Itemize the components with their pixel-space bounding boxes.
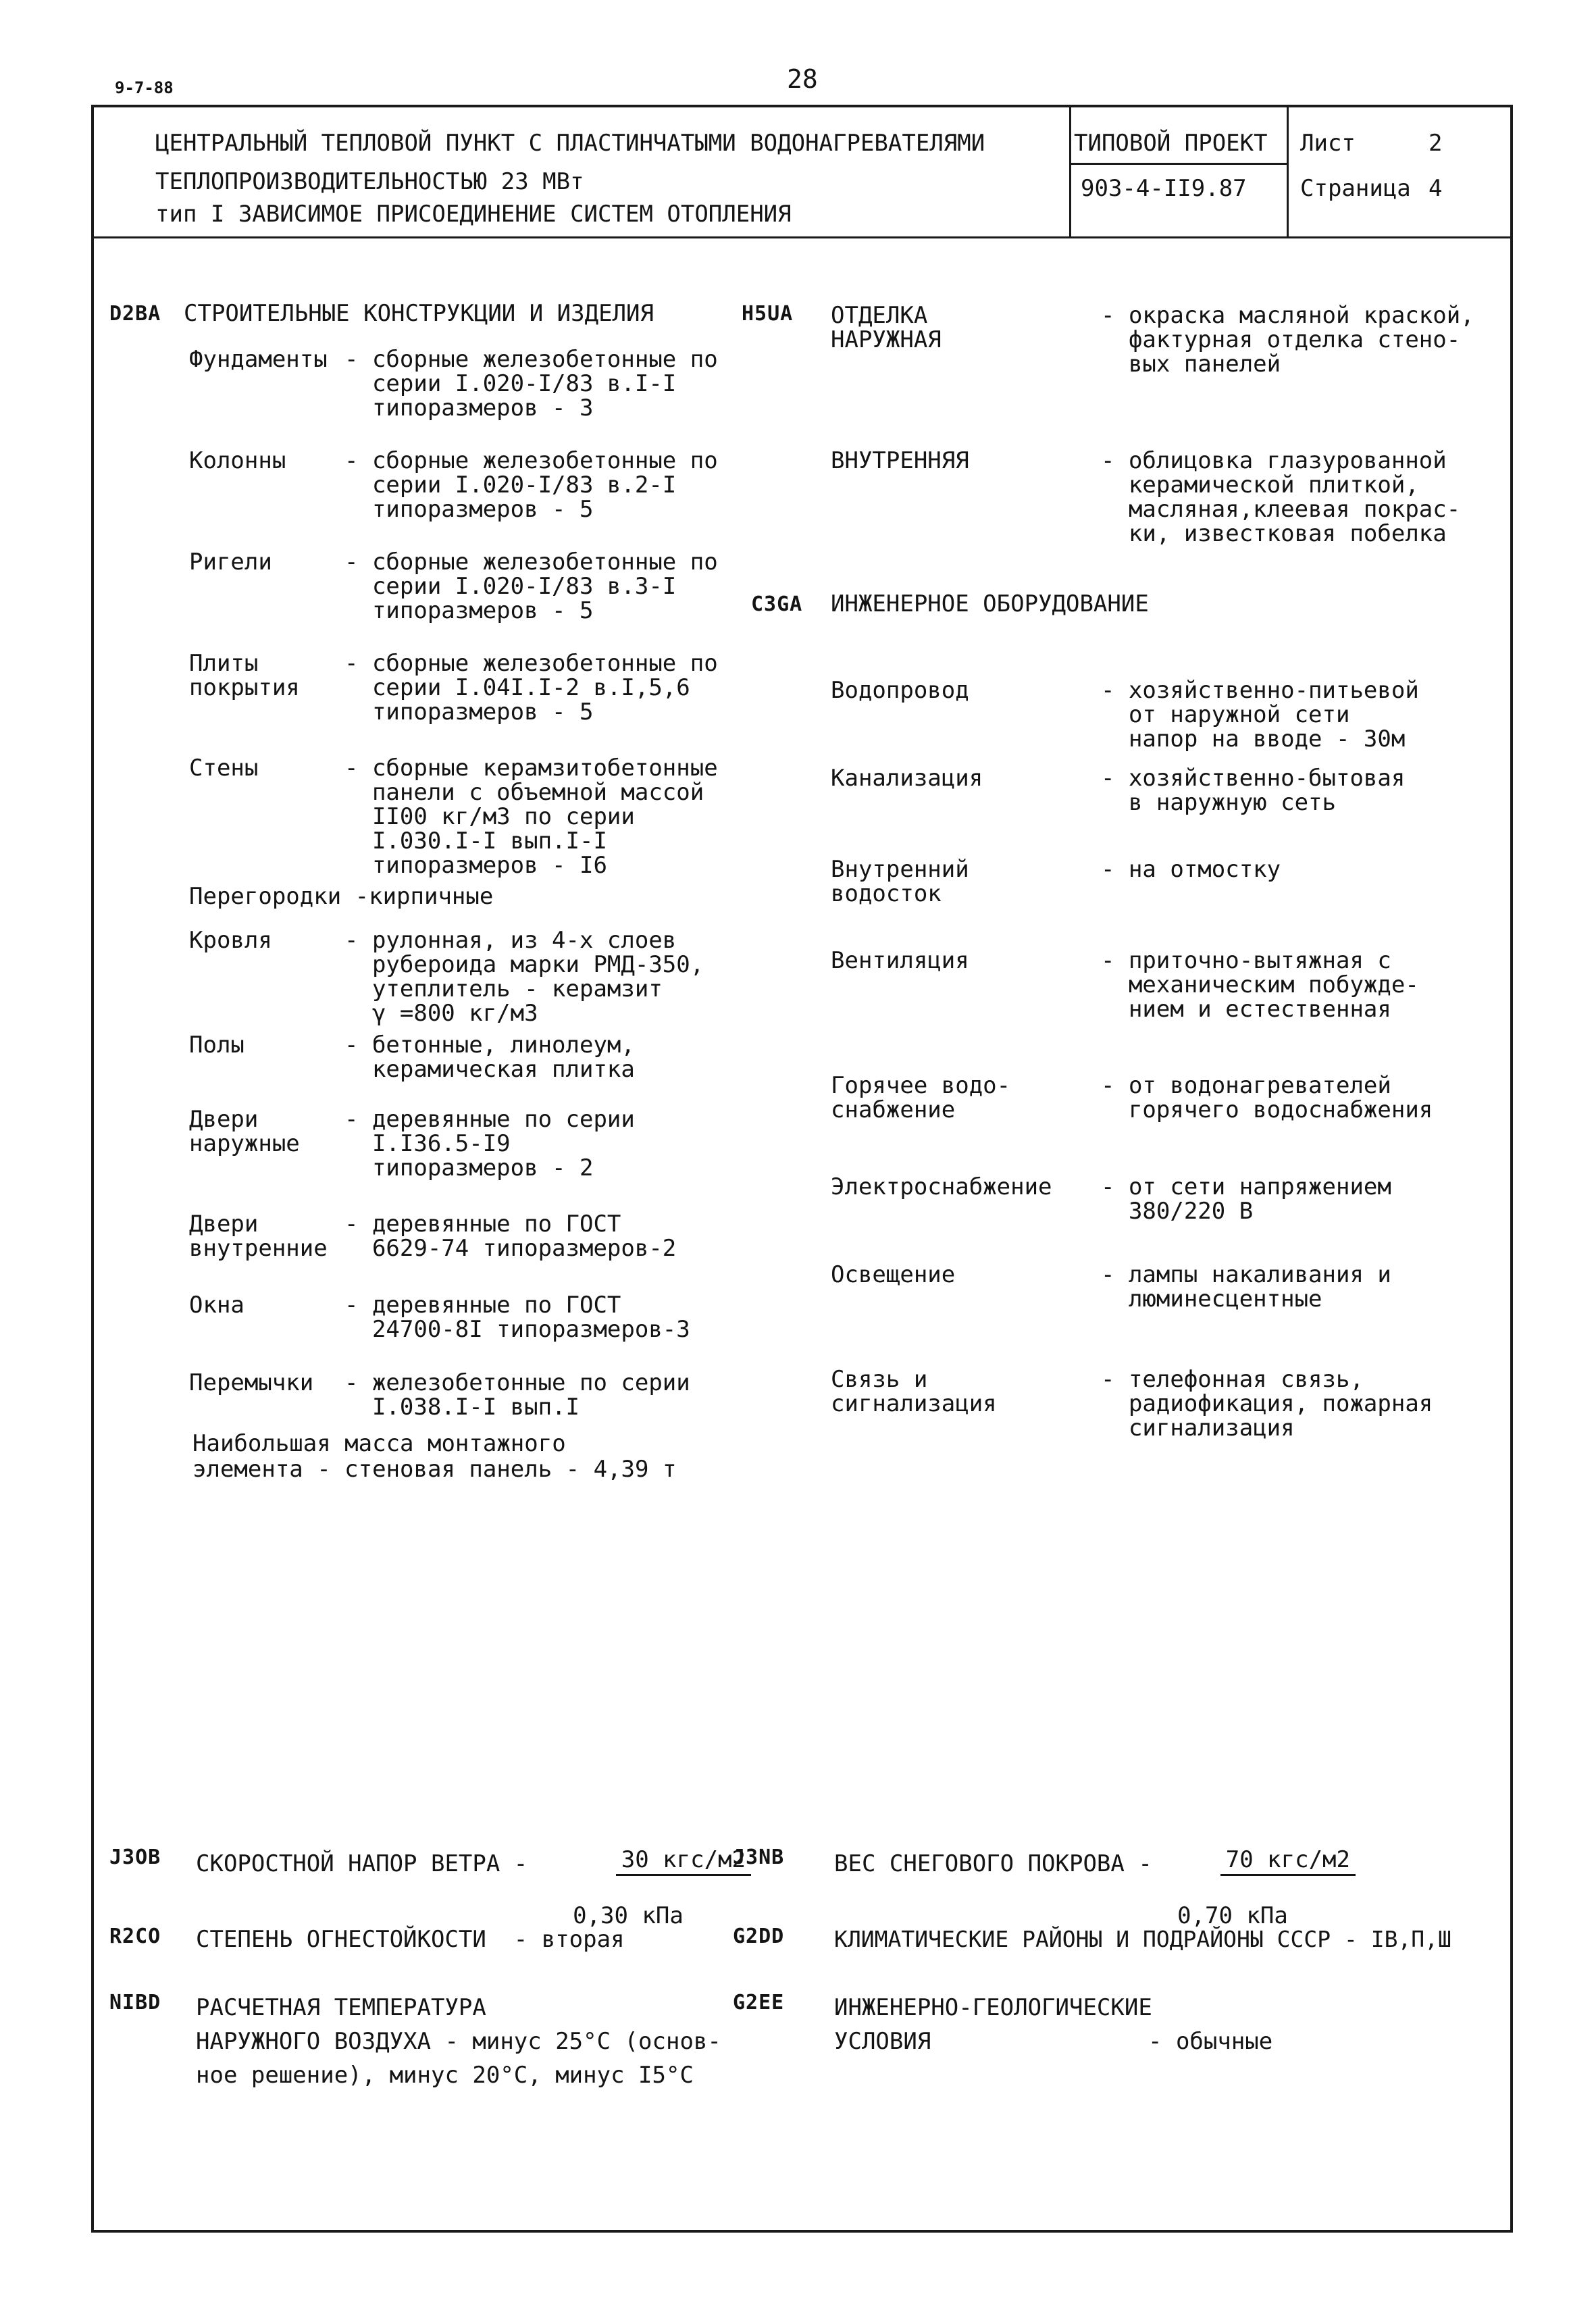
project-label: ТИПОВОЙ ПРОЕКТ <box>1074 130 1268 157</box>
finishing-text: вых панелей <box>1101 351 1281 378</box>
fire-code: R2CO <box>109 1925 161 1948</box>
construction-text: панели с объемной массой <box>344 779 704 806</box>
snow-numerator: 70 кгс/м2 <box>1220 1848 1356 1876</box>
construction-text: - деревянные по серии <box>344 1106 635 1133</box>
finishing-text: - окраска масляной краской, <box>1101 302 1474 329</box>
construction-text: - сборные железобетонные по <box>344 650 718 677</box>
construction-label: Перемычки <box>189 1369 314 1396</box>
engineering-label: Внутренний <box>831 856 969 883</box>
engineering-text: - приточно-вытяжная с <box>1101 947 1391 974</box>
page-value: 4 <box>1428 175 1443 202</box>
snow-code: J3NB <box>733 1846 785 1869</box>
geology-line-2: УСЛОВИЯ <box>834 2028 931 2055</box>
engineering-text: - хозяйственно-бытовая <box>1101 765 1406 792</box>
construction-label: Фундаменты <box>189 346 328 373</box>
engineering-text: - на отмостку <box>1101 856 1281 883</box>
construction-text: серии I.04I.I-2 в.I,5,6 <box>344 674 690 701</box>
title-block-project-line <box>1069 163 1289 165</box>
engineering-text: - лампы накаливания и <box>1101 1261 1391 1288</box>
engineering-text: - хозяйственно-питьевой <box>1101 677 1419 704</box>
construction-text: 6629-74 типоразмеров-2 <box>344 1235 677 1262</box>
construction-text: 24700-8I типоразмеров-3 <box>344 1316 690 1343</box>
construction-text: I.038.I-I вып.I <box>344 1394 580 1421</box>
construction-label: Окна <box>189 1292 244 1319</box>
construction-heading: СТРОИТЕЛЬНЫЕ КОНСТРУКЦИИ И ИЗДЕЛИЯ <box>184 300 654 327</box>
page-label: Страница <box>1300 175 1411 202</box>
construction-label: Плиты <box>189 650 259 677</box>
max-mass-line-1: Наибольшая масса монтажного <box>192 1430 566 1457</box>
construction-label: Полы <box>189 1032 244 1059</box>
engineering-text: - от водонагревателей <box>1101 1072 1391 1099</box>
engineering-label: Освещение <box>831 1261 956 1288</box>
engineering-text: в наружную сеть <box>1101 789 1336 816</box>
title-block-divider-2 <box>1287 105 1289 238</box>
title-line-2: ТЕПЛОПРОИЗВОДИТЕЛЬНОСТЬЮ 23 МВт <box>155 168 584 195</box>
wind-label: СКОРОСТНОЙ НАПОР ВЕТРА - <box>196 1850 528 1877</box>
sheet-label: Лист <box>1300 130 1356 157</box>
regions-code: G2DD <box>733 1925 785 1948</box>
temperature-line-3: ное решение), минус 20°С, минус I5°С <box>196 2062 694 2089</box>
engineering-text: от наружной сети <box>1101 701 1350 728</box>
title-line-1: ЦЕНТРАЛЬНЫЙ ТЕПЛОВОЙ ПУНКТ С ПЛАСТИНЧАТЫМИ ВОДОНАГРЕВАТЕЛЯМИ <box>155 130 985 157</box>
engineering-label: Электроснабжение <box>831 1173 1052 1200</box>
sheet-value: 2 <box>1428 130 1443 157</box>
construction-text: γ =800 кг/м3 <box>344 1000 538 1027</box>
construction-text: серии I.020-I/83 в.I-I <box>344 370 677 397</box>
climate-regions: КЛИМАТИЧЕСКИЕ РАЙОНЫ И ПОДРАЙОНЫ СССР - IВ,П,Ш <box>834 1926 1451 1952</box>
finishing-code: H5UA <box>742 302 794 326</box>
engineering-code: C3GA <box>751 592 803 616</box>
engineering-label: Канализация <box>831 765 983 792</box>
construction-text: - сборные железобетонные по <box>344 447 718 474</box>
construction-text: - сборные керамзитобетонные <box>344 755 718 782</box>
engineering-text: люминесцентные <box>1101 1286 1322 1313</box>
construction-text: II00 кг/м3 по серии <box>344 803 635 830</box>
construction-label: внутренние <box>189 1235 328 1262</box>
wind-denominator: 0,30 кПа <box>573 1902 684 1929</box>
construction-text: серии I.020-I/83 в.2-I <box>344 472 677 499</box>
wind-numerator: 30 кгс/м2 <box>616 1848 751 1876</box>
construction-text: - рулонная, из 4-х слоев <box>344 927 677 954</box>
construction-code: D2BA <box>109 302 161 326</box>
finishing-label: НАРУЖНАЯ <box>831 326 942 353</box>
construction-label: Перегородки -кирпичные <box>189 883 494 910</box>
finishing-text: масляная,клеевая покрас- <box>1101 496 1461 523</box>
construction-text: I.I36.5-I9 <box>344 1130 511 1157</box>
construction-text: - сборные железобетонные по <box>344 346 718 373</box>
construction-text: типоразмеров - 2 <box>344 1154 594 1181</box>
construction-text: - деревянные по ГОСТ <box>344 1211 621 1238</box>
construction-text: типоразмеров - 5 <box>344 597 594 624</box>
construction-text: типоразмеров - 5 <box>344 496 594 523</box>
finishing-label: ОТДЕЛКА <box>831 302 928 329</box>
engineering-text: горячего водоснабжения <box>1101 1096 1433 1123</box>
geology-line-1: ИНЖЕНЕРНО-ГЕОЛОГИЧЕСКИЕ <box>834 1994 1152 2021</box>
construction-label: покрытия <box>189 674 300 701</box>
engineering-label: Горячее водо- <box>831 1072 1011 1099</box>
engineering-text: напор на вводе - 30м <box>1101 726 1406 753</box>
construction-text: I.030.I-I вып.I-I <box>344 828 607 855</box>
engineering-text: радиофикация, пожарная <box>1101 1390 1433 1417</box>
engineering-text: механическим побужде- <box>1101 971 1419 998</box>
engineering-label: сигнализация <box>831 1390 997 1417</box>
construction-label: Ригели <box>189 549 272 576</box>
construction-label: Двери <box>189 1106 259 1133</box>
construction-text: - бетонные, линолеум, <box>344 1032 635 1059</box>
snow-label: ВЕС СНЕГОВОГО ПОКРОВА - <box>834 1850 1152 1877</box>
finishing-text: керамической плиткой, <box>1101 472 1419 499</box>
title-block-divider-1 <box>1069 105 1071 238</box>
construction-label: Колонны <box>189 447 286 474</box>
finishing-text: фактурная отделка стено- <box>1101 326 1461 353</box>
construction-text: серии I.020-I/83 в.3-I <box>344 573 677 600</box>
temperature-line-2: НАРУЖНОГО ВОЗДУХА - минус 25°С (основ- <box>196 2028 721 2055</box>
construction-text: рубероида марки РМД-350, <box>344 951 704 978</box>
temperature-line-1: РАСЧЕТНАЯ ТЕМПЕРАТУРА <box>196 1994 486 2021</box>
construction-label: Кровля <box>189 927 272 954</box>
fire-resistance: СТЕПЕНЬ ОГНЕСТОЙКОСТИ - вторая <box>196 1926 625 1953</box>
engineering-text: нием и естественная <box>1101 996 1391 1023</box>
engineering-label: Вентиляция <box>831 947 969 974</box>
max-mass-line-2: элемента - стеновая панель - 4,39 т <box>192 1456 677 1483</box>
geology-code: G2EE <box>733 1991 785 2014</box>
construction-text: - железобетонные по серии <box>344 1369 690 1396</box>
construction-text: керамическая плитка <box>344 1056 635 1083</box>
page-number: 28 <box>787 64 818 94</box>
geology-value: - обычные <box>1148 2028 1273 2055</box>
engineering-text: - от сети напряжением <box>1101 1173 1391 1200</box>
engineering-text: - телефонная связь, <box>1101 1366 1364 1393</box>
construction-label: Двери <box>189 1211 259 1238</box>
document-code: 9-7-88 <box>115 78 174 97</box>
construction-text: типоразмеров - 3 <box>344 395 594 422</box>
finishing-text: ки, известковая побелка <box>1101 520 1447 547</box>
engineering-heading: ИНЖЕНЕРНОЕ ОБОРУДОВАНИЕ <box>831 590 1149 617</box>
finishing-text: - облицовка глазурованной <box>1101 447 1447 474</box>
engineering-text: сигнализация <box>1101 1415 1295 1442</box>
temperature-code: NIBD <box>109 1991 161 2014</box>
project-number: 903-4-II9.87 <box>1081 175 1247 202</box>
title-block-bottom-line <box>91 236 1513 238</box>
construction-text: - деревянные по ГОСТ <box>344 1292 621 1319</box>
engineering-text: 380/220 В <box>1101 1198 1254 1225</box>
engineering-label: снабжение <box>831 1096 956 1123</box>
construction-label: наружные <box>189 1130 300 1157</box>
construction-text: утеплитель - керамзит <box>344 975 663 1002</box>
finishing-label: ВНУТРЕННЯЯ <box>831 447 969 474</box>
construction-text: типоразмеров - 5 <box>344 698 594 726</box>
engineering-label: Связь и <box>831 1366 928 1393</box>
construction-text: - сборные железобетонные по <box>344 549 718 576</box>
title-line-3: тип I ЗАВИСИМОЕ ПРИСОЕДИНЕНИЕ СИСТЕМ ОТОПЛЕНИЯ <box>155 201 792 228</box>
wind-code: J3OB <box>109 1846 161 1869</box>
snow-denominator: 0,70 кПа <box>1177 1902 1288 1929</box>
construction-text: типоразмеров - I6 <box>344 852 607 879</box>
engineering-label: водосток <box>831 880 942 907</box>
construction-label: Стены <box>189 755 259 782</box>
engineering-label: Водопровод <box>831 677 969 704</box>
